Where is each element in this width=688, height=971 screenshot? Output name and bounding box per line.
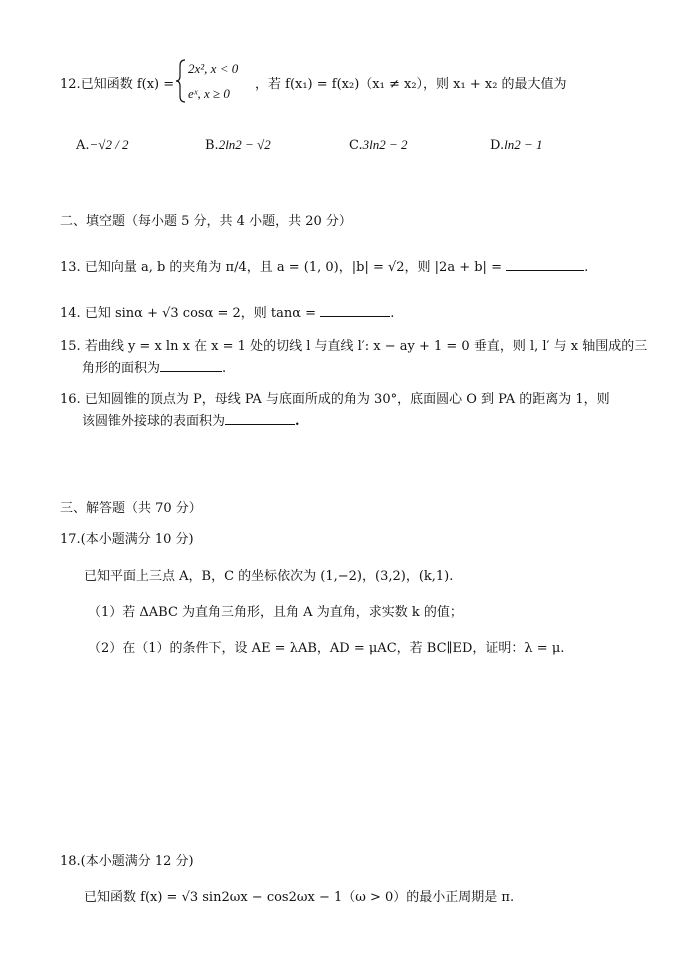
q12-option-d bbox=[490, 137, 542, 153]
option-label: D. bbox=[490, 138, 505, 153]
q17-part2: （2）在（1）的条件下，设 AE = λAB，AD = μAC，若 BC∥ED，证明：λ = μ. bbox=[88, 641, 565, 656]
q16-text-line2: 该圆锥外接球的表面积为 bbox=[82, 414, 226, 429]
section2-heading: 二、填空题（每小题 5 分，共 4 小题，共 20 分） bbox=[60, 214, 352, 229]
q12-piece1: 2x², x < 0 bbox=[188, 61, 239, 76]
q13-number: 13. bbox=[60, 260, 81, 275]
q17-part1: （1）若 ΔABC 为直角三角形，且角 A 为直角，求实数 k 的值； bbox=[88, 605, 463, 620]
q14-answer-blank bbox=[320, 304, 390, 317]
q12-stem-prefix: 已知函数 f(x) = bbox=[80, 77, 175, 92]
option-text: −√2 / 2 bbox=[89, 137, 129, 152]
q15-text-line1: 若曲线 y = x ln x 在 x = 1 处的切线 l 与直线 l′: x − ay + 1 = 0 垂直，则 l, l′ 与 x 轴围成的三 bbox=[84, 339, 648, 354]
q15-text-line2: 角形的面积为 bbox=[82, 361, 161, 376]
q12-option-a bbox=[76, 137, 129, 153]
q12-stem-suffix: ，若 f(x₁) = f(x₂)（x₁ ≠ x₂），则 x₁ + x₂ 的最大值为 bbox=[255, 77, 567, 92]
q16-line1 bbox=[60, 388, 610, 407]
q15-line2: 角形的面积为 . bbox=[82, 361, 227, 376]
q12-option-b bbox=[205, 137, 271, 153]
q15-line1 bbox=[60, 335, 647, 354]
option-label: C. bbox=[349, 138, 363, 153]
option-text: ln2 − 1 bbox=[504, 137, 543, 152]
option-text: 3ln2 − 2 bbox=[362, 137, 408, 152]
q12-piece2: eˣ, x ≥ 0 bbox=[188, 86, 230, 101]
q18-stem: 已知函数 f(x) = √3 sin2ωx − cos2ωx − 1（ω > 0）的最小正周期是 π. bbox=[84, 890, 515, 905]
q14-number: 14. bbox=[60, 306, 81, 321]
q17-stem: 已知平面上三点 A，B，C 的坐标依次为 (1,−2)，(3,2)，(k,1). bbox=[84, 569, 454, 584]
q16-line2: 该圆锥外接球的表面积为 . bbox=[82, 414, 300, 429]
q12-line bbox=[60, 73, 174, 92]
q12-option-c bbox=[349, 137, 408, 153]
q16-number: 16. bbox=[60, 392, 81, 407]
q13-answer-blank bbox=[506, 258, 584, 271]
q18-header: 18.(本小题满分 12 分) bbox=[60, 854, 194, 869]
option-text: 2ln2 − √2 bbox=[218, 137, 271, 152]
q13-text: 已知向量 a, b 的夹角为 π/4，且 a = (1, 0)，|b| = √2，则 |2a + b| = bbox=[84, 260, 507, 275]
section3-heading: 三、解答题（共 70 分） bbox=[60, 501, 202, 516]
q14-line: 14. 已知 sinα + √3 cosα = 2，则 tanα = . bbox=[60, 306, 395, 321]
option-label: A. bbox=[76, 138, 90, 153]
q17-header: 17.(本小题满分 10 分) bbox=[60, 532, 194, 547]
q16-text-line1: 已知圆锥的顶点为 P，母线 PA 与底面所成的角为 30°，底面圆心 O 到 PA 的距离为 1，则 bbox=[84, 392, 610, 407]
piecewise-brace-icon bbox=[175, 58, 187, 104]
q13-line: 13. 已知向量 a, b 的夹角为 π/4，且 a = (1, 0)，|b| = √2，则 |2a + b| = . bbox=[60, 260, 589, 275]
option-label: B. bbox=[205, 138, 219, 153]
q15-answer-blank bbox=[160, 359, 222, 372]
q16-answer-blank bbox=[225, 412, 295, 425]
q12-number: 12. bbox=[60, 77, 81, 92]
q15-number: 15. bbox=[60, 339, 81, 354]
q14-text: 已知 sinα + √3 cosα = 2，则 tanα = bbox=[84, 306, 321, 321]
